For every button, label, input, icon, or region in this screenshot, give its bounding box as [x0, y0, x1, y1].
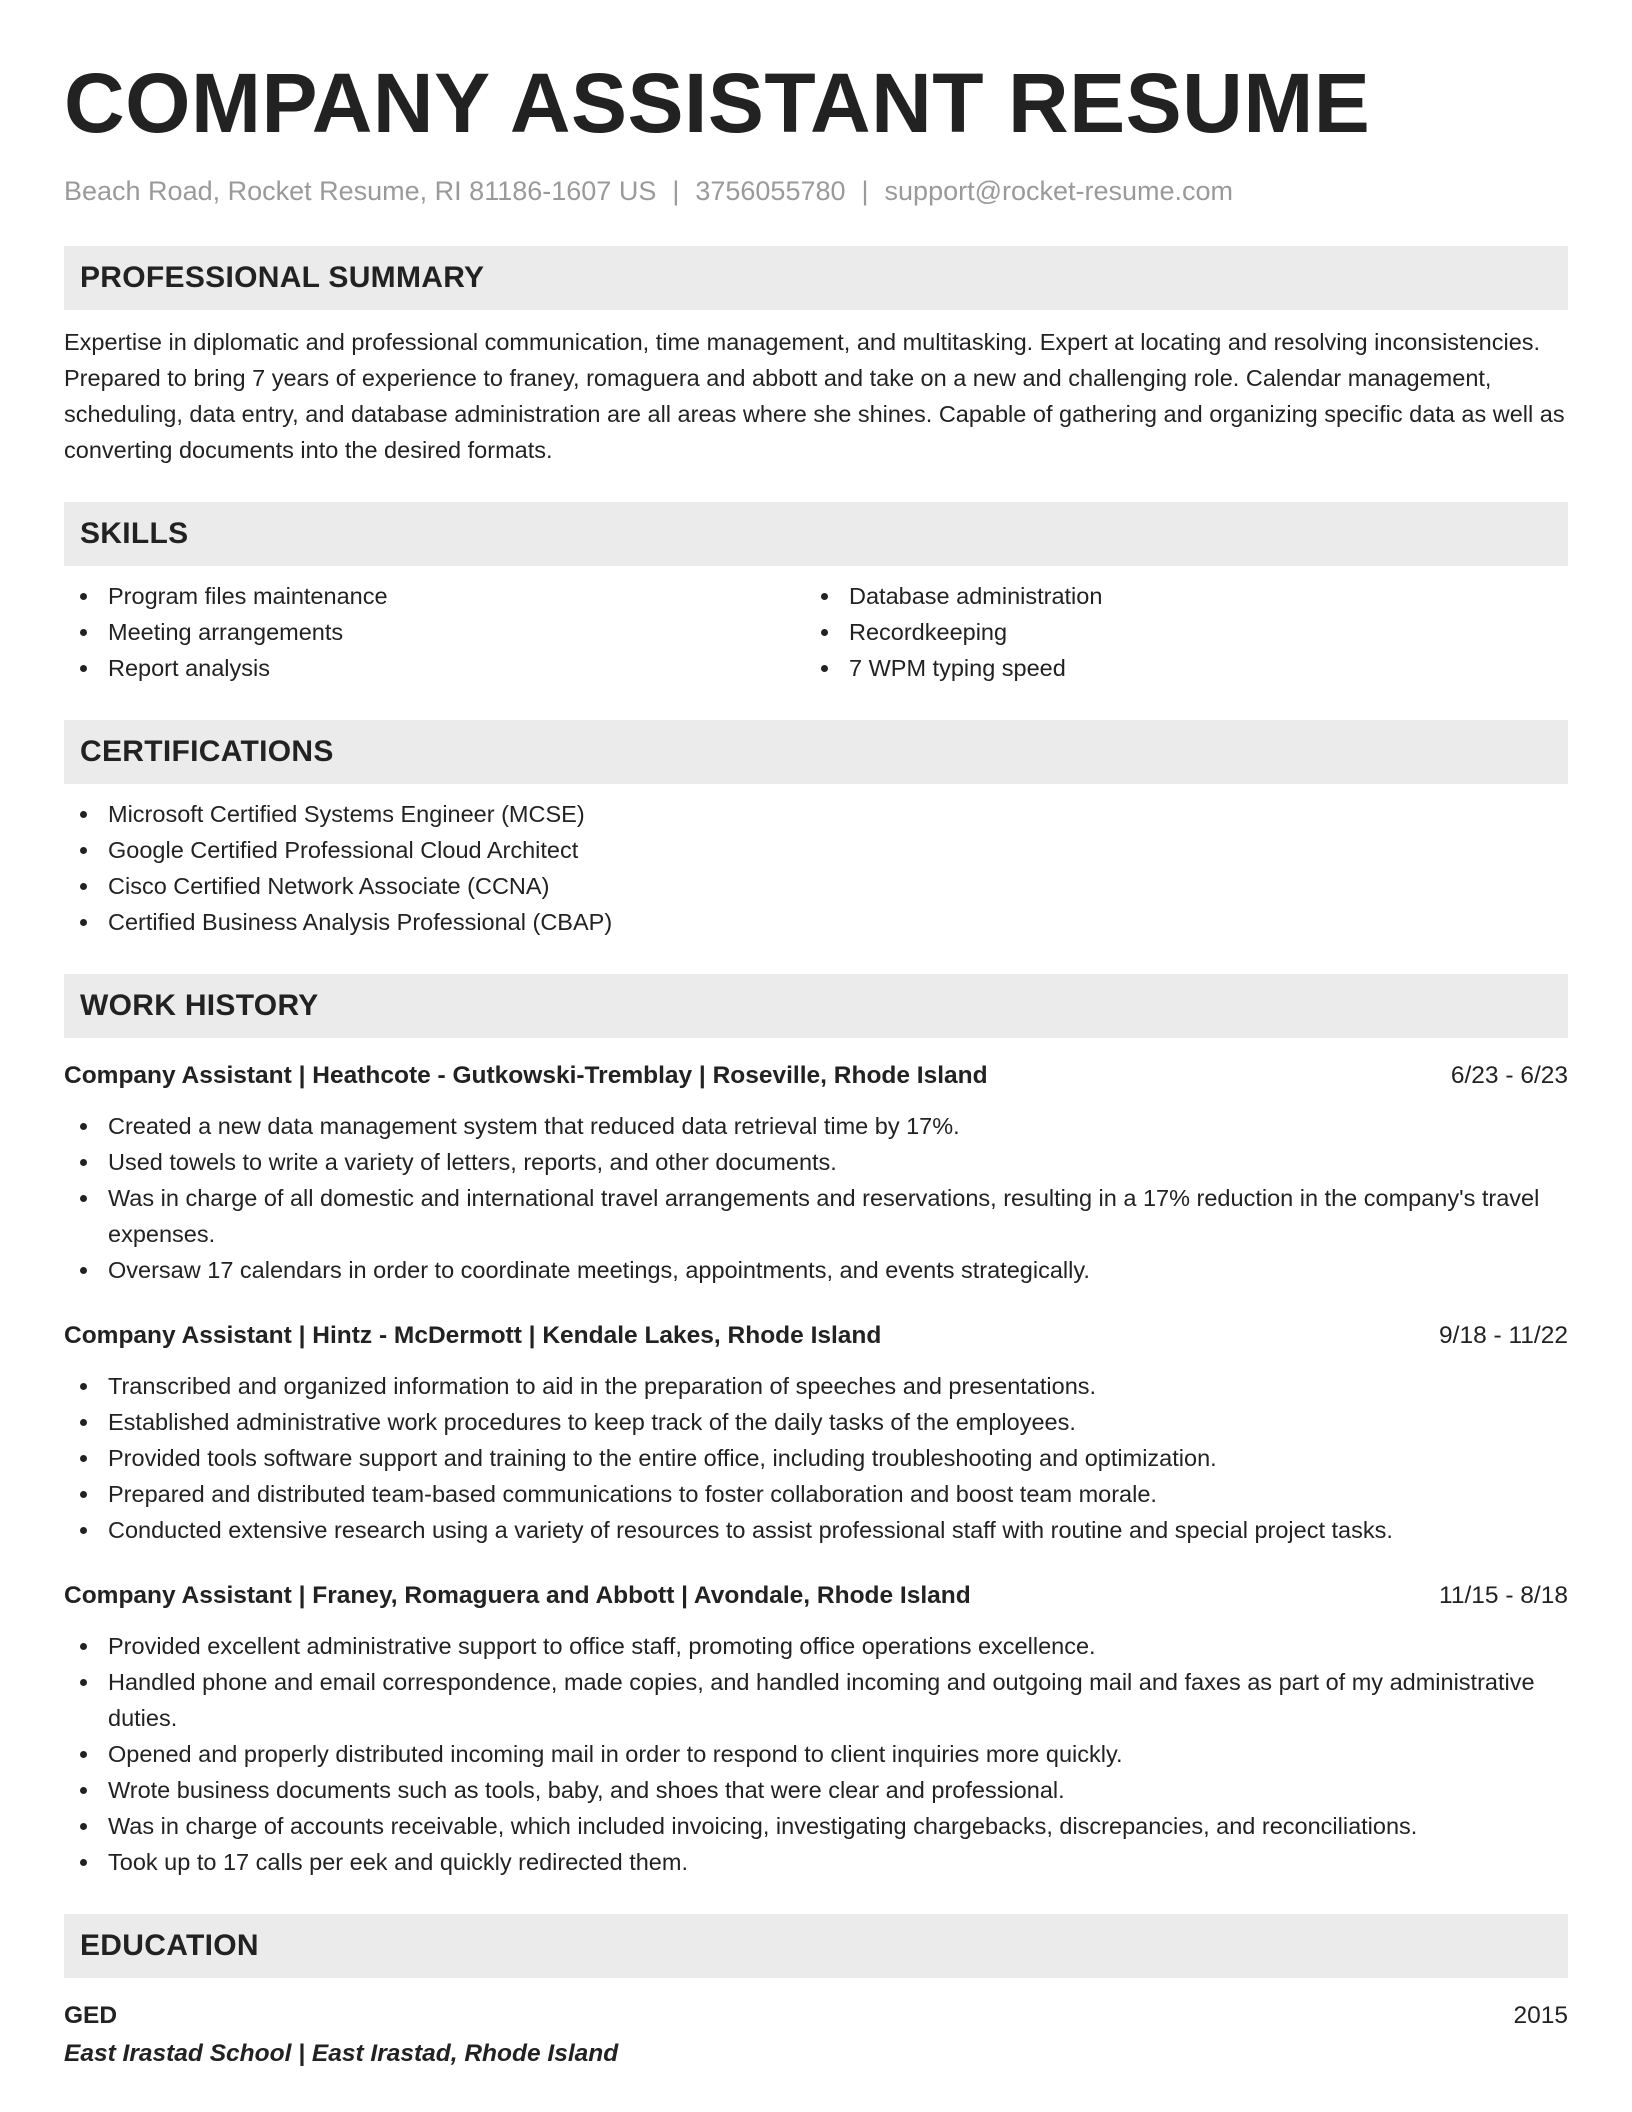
certification-item: Cisco Certified Network Associate (CCNA)	[64, 868, 1568, 904]
job-header	[64, 1058, 1568, 1094]
job-bullet: Transcribed and organized information to aid in the preparation of speeches and presentations.	[64, 1368, 1568, 1404]
job-bullet: Was in charge of all domestic and international travel arrangements and reservations, resulting in a 17% reduction in the company's travel expenses.	[64, 1180, 1568, 1252]
certification-item: Microsoft Certified Systems Engineer (MCSE)	[64, 796, 1568, 832]
section-title: WORK HISTORY	[80, 989, 319, 1022]
job-dates: 6/23 - 6/23	[1450, 1062, 1568, 1089]
skill-item: Database administration	[805, 578, 1546, 614]
job-bullets	[64, 1368, 1568, 1548]
skills-column-right	[805, 578, 1546, 686]
section-header-certifications	[64, 720, 1568, 784]
job-bullet: Handled phone and email correspondence, made copies, and handled incoming and outgoing mail and faxes as part of my administrative duties.	[64, 1664, 1568, 1736]
job-entry	[64, 1318, 1568, 1548]
job-bullet: Conducted extensive research using a variety of resources to assist professional staff with routine and special project tasks.	[64, 1512, 1568, 1548]
skills-grid	[64, 578, 1568, 686]
job-bullet: Opened and properly distributed incoming mail in order to respond to client inquiries more quickly.	[64, 1736, 1568, 1772]
section-title: CERTIFICATIONS	[80, 735, 334, 768]
skill-item: Recordkeeping	[805, 614, 1546, 650]
education-degree: GED	[64, 2002, 118, 2029]
education-header	[64, 1998, 1568, 2034]
job-entry	[64, 1578, 1568, 1880]
section-title: SKILLS	[80, 517, 189, 550]
contact-email: support@rocket-resume.com	[884, 176, 1234, 206]
education-school: East Irastad School | East Irastad, Rhode Island	[64, 2040, 619, 2067]
job-bullet: Provided excellent administrative support to office staff, promoting office operations excellence.	[64, 1628, 1568, 1664]
section-title: PROFESSIONAL SUMMARY	[80, 261, 485, 294]
job-title: Company Assistant | Franey, Romaguera and Abbott | Avondale, Rhode Island	[64, 1582, 971, 1609]
job-bullet: Prepared and distributed team-based communications to foster collaboration and boost team morale.	[64, 1476, 1568, 1512]
skill-item: Meeting arrangements	[64, 614, 805, 650]
job-header	[64, 1318, 1568, 1354]
job-bullet: Used towels to write a variety of letters, reports, and other documents.	[64, 1144, 1568, 1180]
job-dates: 9/18 - 11/22	[1439, 1322, 1568, 1349]
section-header-education	[64, 1914, 1568, 1978]
job-bullets	[64, 1628, 1568, 1880]
section-title: EDUCATION	[80, 1929, 259, 1962]
job-header	[64, 1578, 1568, 1614]
job-bullet: Took up to 17 calls per eek and quickly redirected them.	[64, 1844, 1568, 1880]
education-year: 2015	[1513, 2002, 1568, 2029]
contact-address: Beach Road, Rocket Resume, RI 81186-1607 US	[64, 176, 657, 206]
contact-phone: 3756055780	[695, 176, 846, 206]
contact-separator: |	[861, 176, 869, 206]
contact-separator: |	[672, 176, 680, 206]
certification-item: Certified Business Analysis Professional (CBAP)	[64, 904, 1568, 940]
summary-text: Expertise in diplomatic and professional communication, time management, and multitasking. Expert at locating and resolving inconsistencies. Prepared to bring 7 years of experience to franey, romaguera and abbott and take on a new and challenging role. Calendar management, scheduling, data entry, and database administration are all areas where she shines. Capable of gathering and organizing specific data as well as converting documents into the desired formats.	[64, 329, 1565, 463]
section-header-skills	[64, 502, 1568, 566]
job-dates: 11/15 - 8/18	[1439, 1582, 1568, 1609]
job-bullet: Was in charge of accounts receivable, which included invoicing, investigating chargebacks, discrepancies, and reconciliations.	[64, 1808, 1568, 1844]
job-bullet: Created a new data management system that reduced data retrieval time by 17%.	[64, 1108, 1568, 1144]
job-bullets	[64, 1108, 1568, 1288]
job-bullet: Established administrative work procedures to keep track of the daily tasks of the employees.	[64, 1404, 1568, 1440]
skill-item: Report analysis	[64, 650, 805, 686]
job-bullet: Provided tools software support and training to the entire office, including troubleshooting and optimization.	[64, 1440, 1568, 1476]
contact-line	[64, 174, 1568, 208]
skills-column-left	[64, 578, 805, 686]
certification-item: Google Certified Professional Cloud Architect	[64, 832, 1568, 868]
skill-item: Program files maintenance	[64, 578, 805, 614]
job-bullet: Oversaw 17 calendars in order to coordinate meetings, appointments, and events strategically.	[64, 1252, 1568, 1288]
job-title: Company Assistant | Hintz - McDermott | Kendale Lakes, Rhode Island	[64, 1322, 882, 1349]
certifications-list	[64, 796, 1568, 940]
job-bullet: Wrote business documents such as tools, baby, and shoes that were clear and professional.	[64, 1772, 1568, 1808]
resume-title: COMPANY ASSISTANT RESUME	[64, 56, 1371, 150]
skill-item: 7 WPM typing speed	[805, 650, 1546, 686]
job-entry	[64, 1058, 1568, 1288]
job-title: Company Assistant | Heathcote - Gutkowski-Tremblay | Roseville, Rhode Island	[64, 1062, 988, 1089]
section-header-work-history	[64, 974, 1568, 1038]
section-header-summary	[64, 246, 1568, 310]
